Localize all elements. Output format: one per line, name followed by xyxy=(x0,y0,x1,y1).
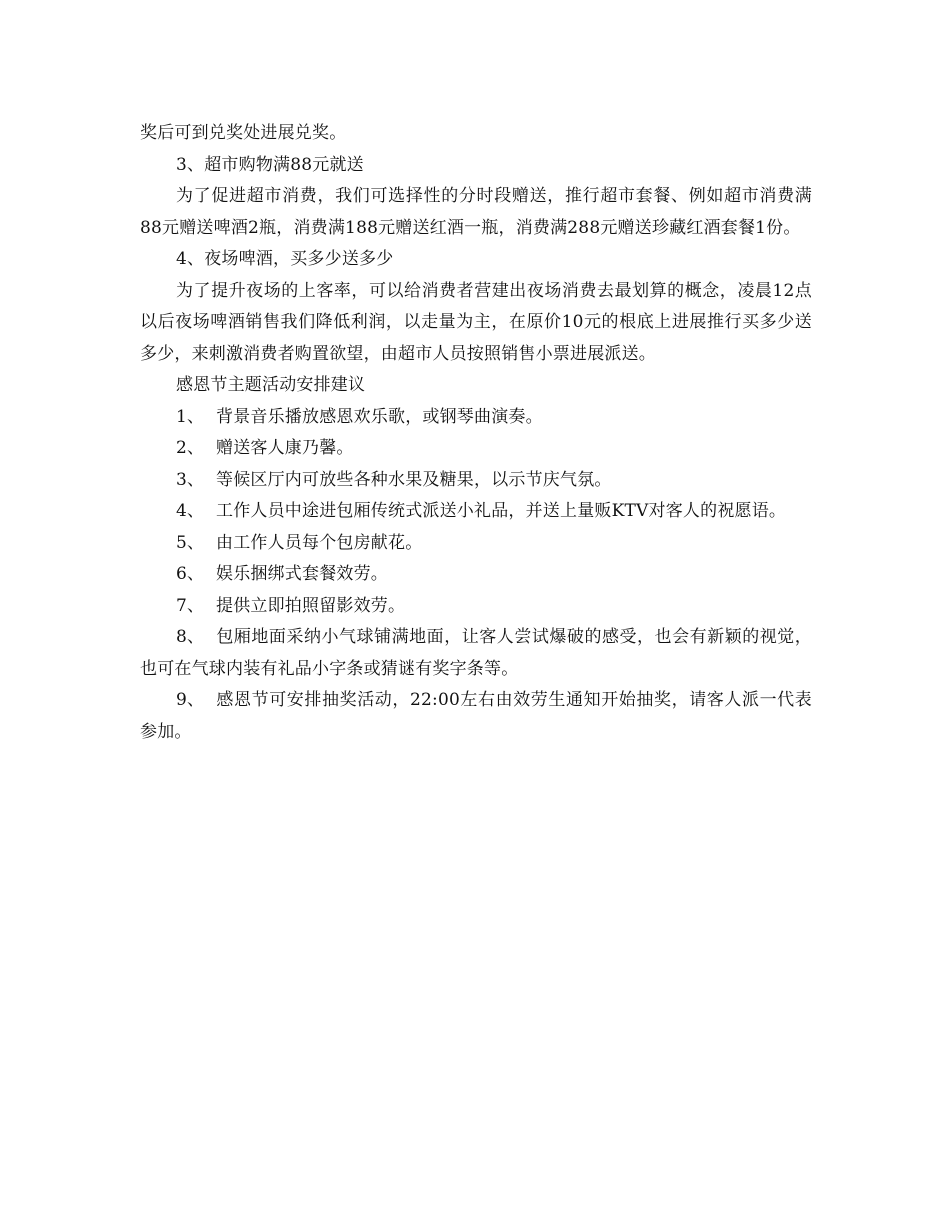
list-item xyxy=(140,591,812,623)
list-item-number: 4、 xyxy=(176,501,205,521)
list-item xyxy=(140,402,812,434)
list-item-text: 娱乐捆绑式套餐效劳。 xyxy=(216,564,388,584)
list-item xyxy=(140,465,812,497)
list-item xyxy=(140,559,812,591)
list-item-text: 等候区厅内可放些各种水果及糖果，以示节庆气氛。 xyxy=(216,469,612,490)
section-heading-night-beer: 4、夜场啤酒，买多少送多少 xyxy=(176,249,394,269)
list-item-number: 5、 xyxy=(176,532,205,553)
paragraph-supermarket: 为了促进超市消费，我们可选择性的分时段赠送，推行超市套餐、例如超市消费满88元赠送啤酒2瓶，消费满188元赠送红酒一瓶，消费满288元赠送珍藏红酒套餐1份。 xyxy=(140,186,812,238)
list-item-number: 8、 xyxy=(176,627,205,647)
list-item xyxy=(140,528,812,560)
document-body xyxy=(140,118,812,748)
list-item-number: 7、 xyxy=(176,595,205,616)
list-item xyxy=(140,496,812,528)
section-heading-thanksgiving: 感恩节主题活动安排建议 xyxy=(176,375,366,395)
paragraph-continuation: 奖后可到兑奖处进展兑奖。 xyxy=(140,123,347,143)
list-item-text: 包厢地面采纳小气球铺满地面，让客人尝试爆破的感受，也会有新颖的视觉，也可在气球内装有礼品小字条或猜谜有奖字条等。 xyxy=(140,627,812,679)
paragraph-night-beer: 为了提升夜场的上客率，可以给消费者营建出夜场消费去最划算的概念，凌晨12点以后夜场啤酒销售我们降低利润，以走量为主，在原价10元的根底上进展推行买多少送多少，来刺激消费者购置欲望，由超市人员按照销售小票进展派送。 xyxy=(140,280,812,364)
list-item-text: 感恩节可安排抽奖活动，22:00左右由效劳生通知开始抽奖，请客人派一代表参加。 xyxy=(140,690,812,742)
list-item-text: 赠送客人康乃馨。 xyxy=(216,438,354,458)
list-item xyxy=(140,685,812,748)
list-item xyxy=(140,433,812,465)
list-item-text: 提供立即拍照留影效劳。 xyxy=(216,595,406,616)
section-heading-supermarket: 3、超市购物满88元就送 xyxy=(176,154,364,175)
list-item xyxy=(140,622,812,685)
list-item-number: 6、 xyxy=(176,564,205,584)
list-item-number: 3、 xyxy=(176,469,205,490)
list-item-text: 背景音乐播放感恩欢乐歌，或钢琴曲演奏。 xyxy=(216,406,543,427)
list-item-number: 9、 xyxy=(176,690,205,710)
list-item-text: 工作人员中途进包厢传统式派送小礼品，并送上量贩KTV对客人的祝愿语。 xyxy=(216,501,787,521)
list-item-number: 2、 xyxy=(176,438,205,458)
list-item-number: 1、 xyxy=(176,406,205,427)
list-item-text: 由工作人员每个包房献花。 xyxy=(216,532,423,553)
